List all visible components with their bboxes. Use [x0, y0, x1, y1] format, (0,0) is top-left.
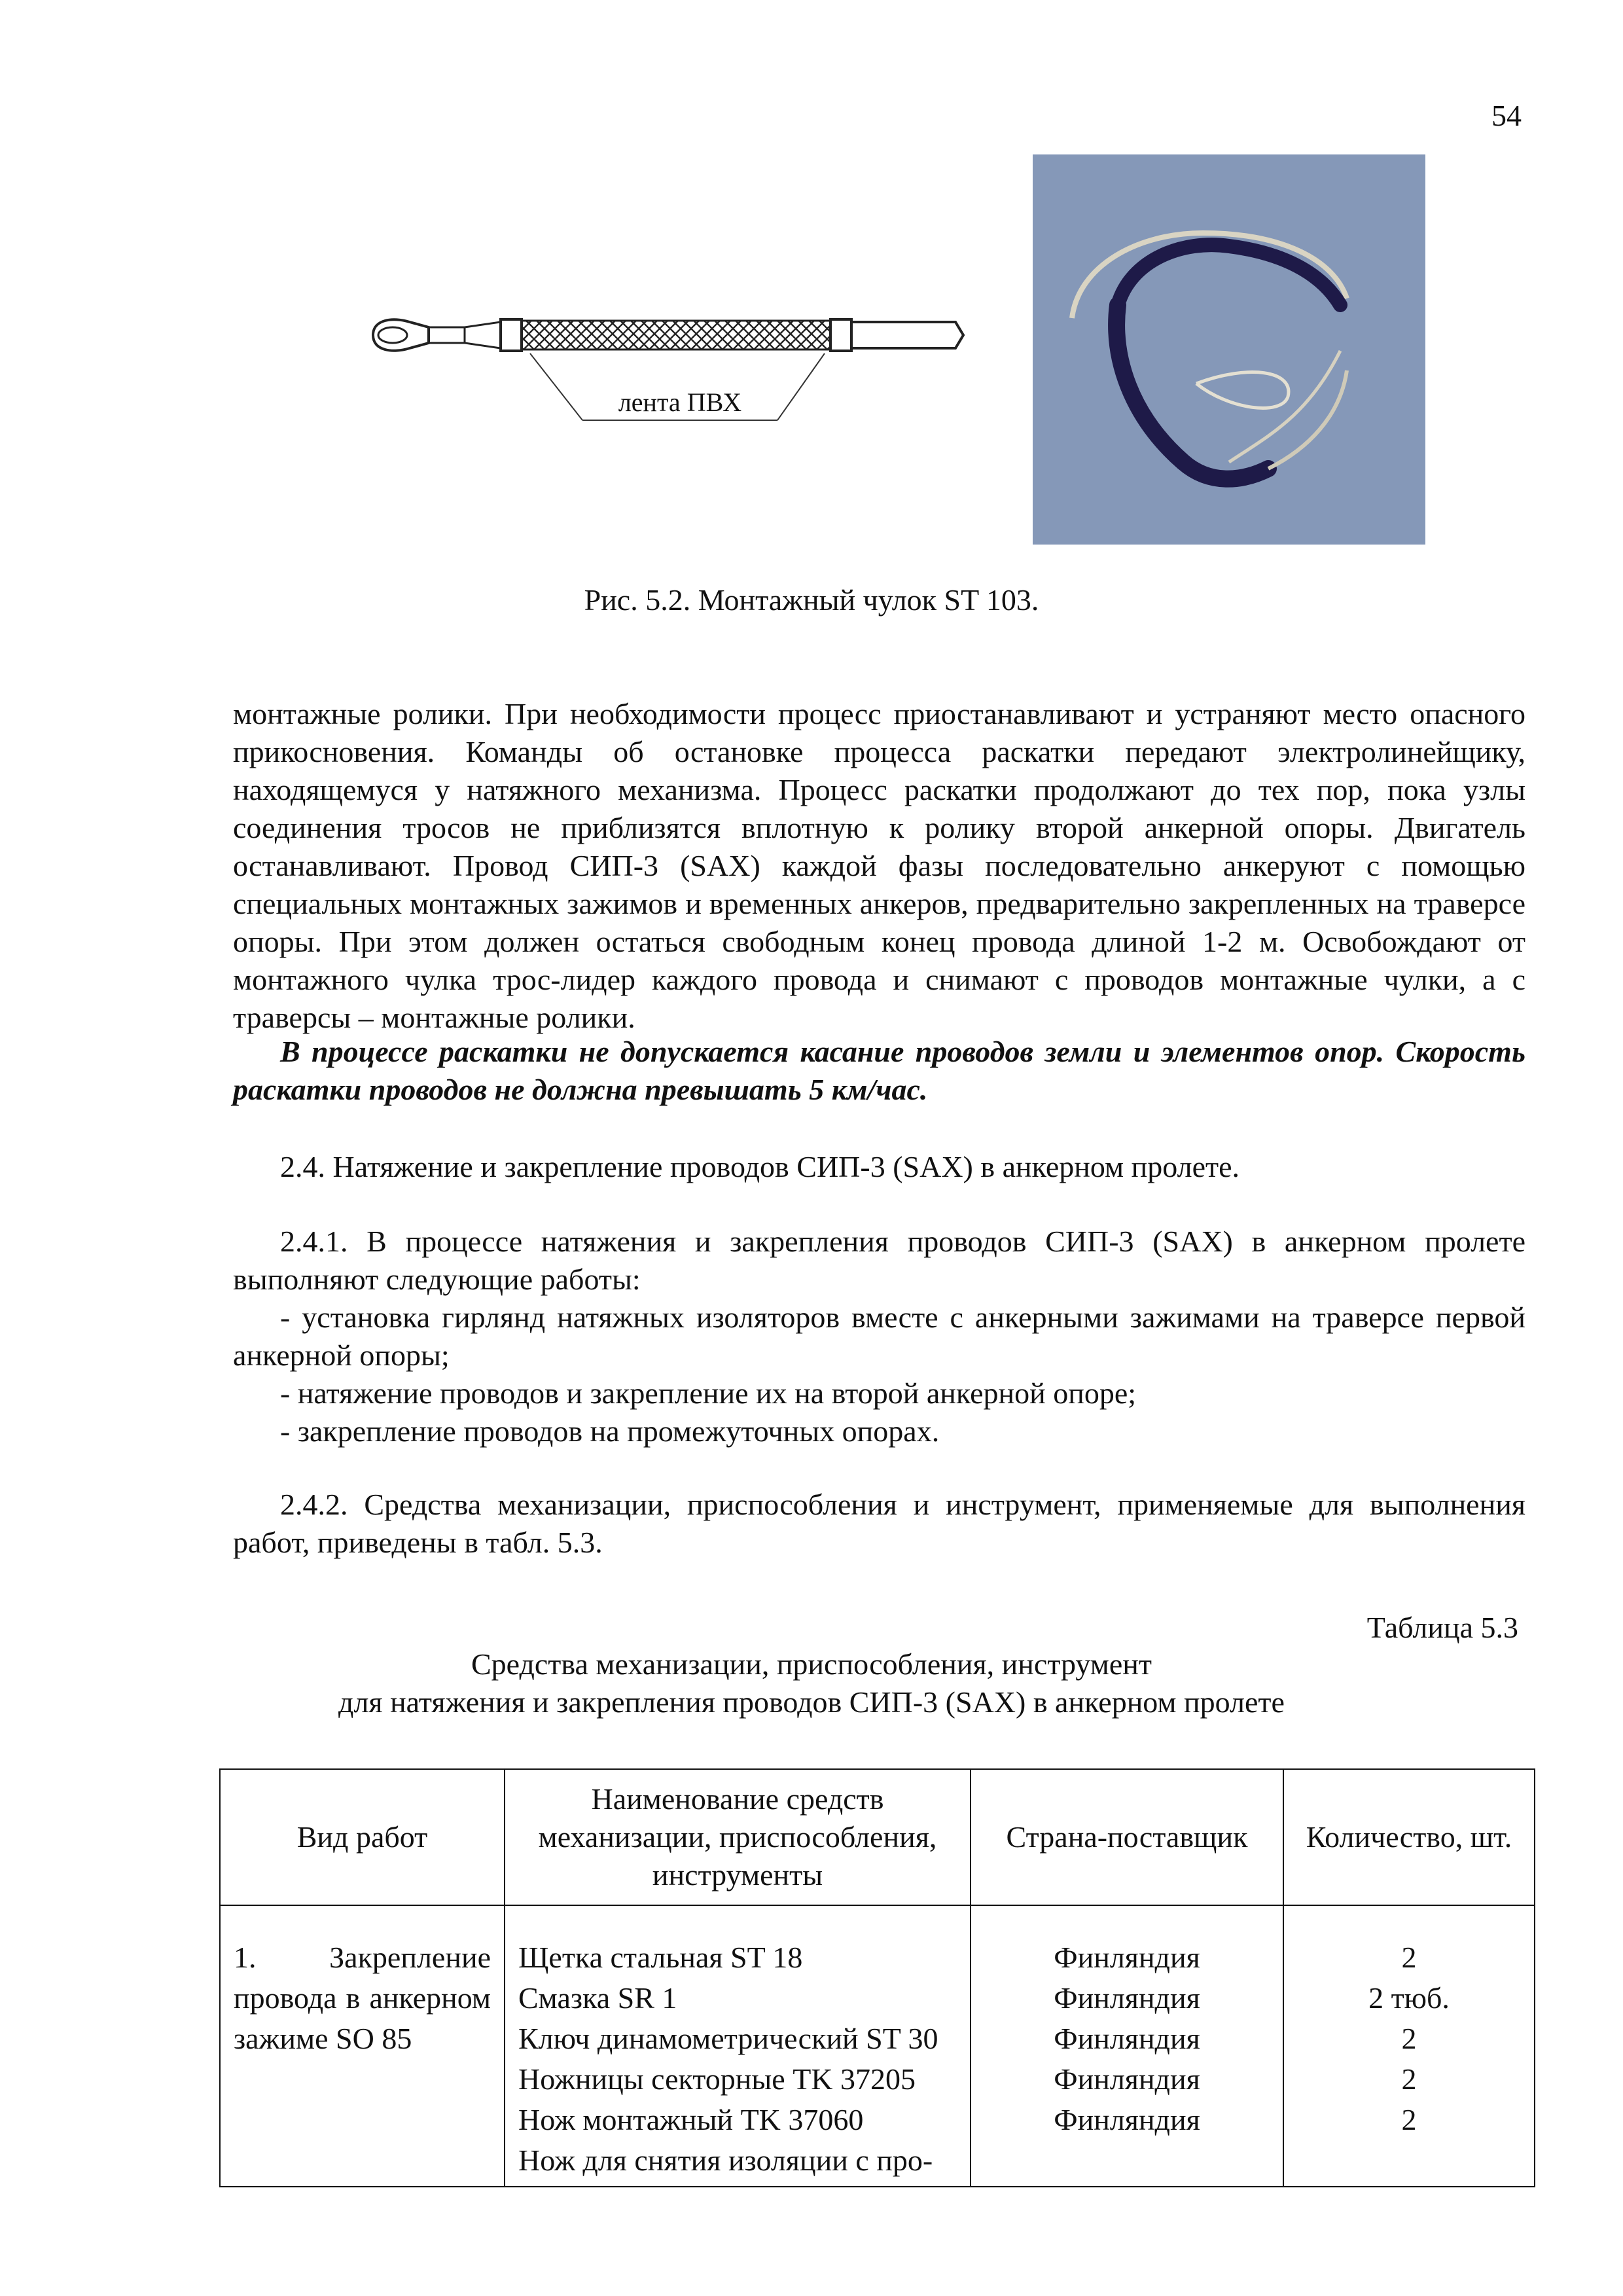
page-number: 54: [1491, 99, 1522, 132]
country-item: Финляндия: [1054, 1981, 1200, 2015]
tool-item: Нож монтажный TK 37060: [518, 2103, 864, 2136]
country-item: Финляндия: [1054, 2103, 1200, 2136]
paragraph-2-4-1: [233, 1223, 1525, 1450]
tool-item: Нож для снятия изоляции с про-: [518, 2144, 933, 2177]
drawing-label: лента ПВХ: [618, 387, 742, 417]
body-paragraph: монтажные ролики. При необходимости процесс приостанавливают и устраняют место опасного прикосновения. Команды об остановке процесса раскатки передают электролинейщику, находящемуся у натяжного механизма. Процесс раскатки продолжают до тех пор, пока узлы соединения тросов не приблизятся вплотную к ролику второй анкерной опоры. Двигатель останавливают. Провод СИП-3 (SAX) каждой фазы последовательно анкеруют с помощью специальных монтажных зажимов и временных анкеров, предварительно закрепленных на траверсе опоры. При этом должен остаться свободным конец провода длиной 1-2 м. Освобождают от монтажного чулка трос-лидер каждого провода и снимают с проводов монтажные чулки, а с траверсы – монтажные ролики.: [233, 697, 1525, 1034]
quantity-item: 2: [1401, 2062, 1417, 2096]
tool-item: Ножницы секторные TK 37205: [518, 2062, 916, 2096]
work-type-cell: 1. Закрепление провода в анкерном зажиме SO 85: [220, 1905, 505, 2187]
country-item: Финляндия: [1054, 2022, 1200, 2055]
country-item: Финляндия: [1054, 1941, 1200, 1974]
tool-item: Смазка SR 1: [518, 1981, 677, 2015]
header-tools: Наименование средств механизации, приспособления, инструменты: [505, 1769, 971, 1905]
paragraph-2-4-2: 2.4.2. Средства механизации, приспособления и инструмент, применяемые для выполнения работ, приведены в табл. 5.3.: [233, 1488, 1525, 1559]
tools-table: [219, 1768, 1535, 2187]
country-item: Финляндия: [1054, 2062, 1200, 2096]
quantity-item: 2 тюб.: [1368, 1981, 1450, 2015]
quantity-item: 2: [1401, 2022, 1417, 2055]
table-title-line: Средства механизации, приспособления, инструмент: [471, 1647, 1152, 1681]
warning-paragraph: В процессе раскатки не допускается касание проводов земли и элементов опор. Скорость раскатки проводов не должна превышать 5 км/час.: [233, 1035, 1525, 1106]
tool-item: Ключ динамометрический ST 30: [518, 2022, 938, 2055]
table-label: Таблица 5.3: [1366, 1611, 1518, 1644]
header-quantity: Количество, шт.: [1283, 1769, 1535, 1905]
work-list-item: - установка гирлянд натяжных изоляторов вместе с анкерными зажимами на траверсе первой анкерной опоры;: [233, 1300, 1525, 1372]
table-title-line: для натяжения и закрепления проводов СИП-3 (SAX) в анкерном пролете: [338, 1685, 1285, 1719]
table-header-row: [220, 1769, 1535, 1905]
table-title: [0, 1645, 1623, 1721]
work-list-item: - закрепление проводов на промежуточных опорах.: [280, 1414, 940, 1448]
paragraph-2-4-1-intro: 2.4.1. В процессе натяжения и закрепления проводов СИП-3 (SAX) в анкерном пролете выполняют следующие работы:: [233, 1225, 1525, 1296]
country-cell: [971, 1905, 1283, 2187]
header-country: Страна-поставщик: [971, 1769, 1283, 1905]
figure-caption: Рис. 5.2. Монтажный чулок ST 103.: [584, 583, 1039, 617]
quantity-cell: [1283, 1905, 1535, 2187]
table-row: [220, 1905, 1535, 2187]
quantity-item: 2: [1401, 2103, 1417, 2136]
quantity-item: 2: [1401, 1941, 1417, 1974]
tools-cell: [505, 1905, 971, 2187]
section-title: 2.4. Натяжение и закрепление проводов СИП-3 (SAX) в анкерном пролете.: [280, 1150, 1240, 1183]
header-work-type: Вид работ: [220, 1769, 505, 1905]
stocking-photo: [1033, 154, 1425, 545]
mounting-stocking-drawing: [366, 308, 982, 452]
tool-item: Щетка стальная ST 18: [518, 1941, 803, 1974]
work-list-item: - натяжение проводов и закрепление их на второй анкерной опоре;: [280, 1376, 1137, 1410]
